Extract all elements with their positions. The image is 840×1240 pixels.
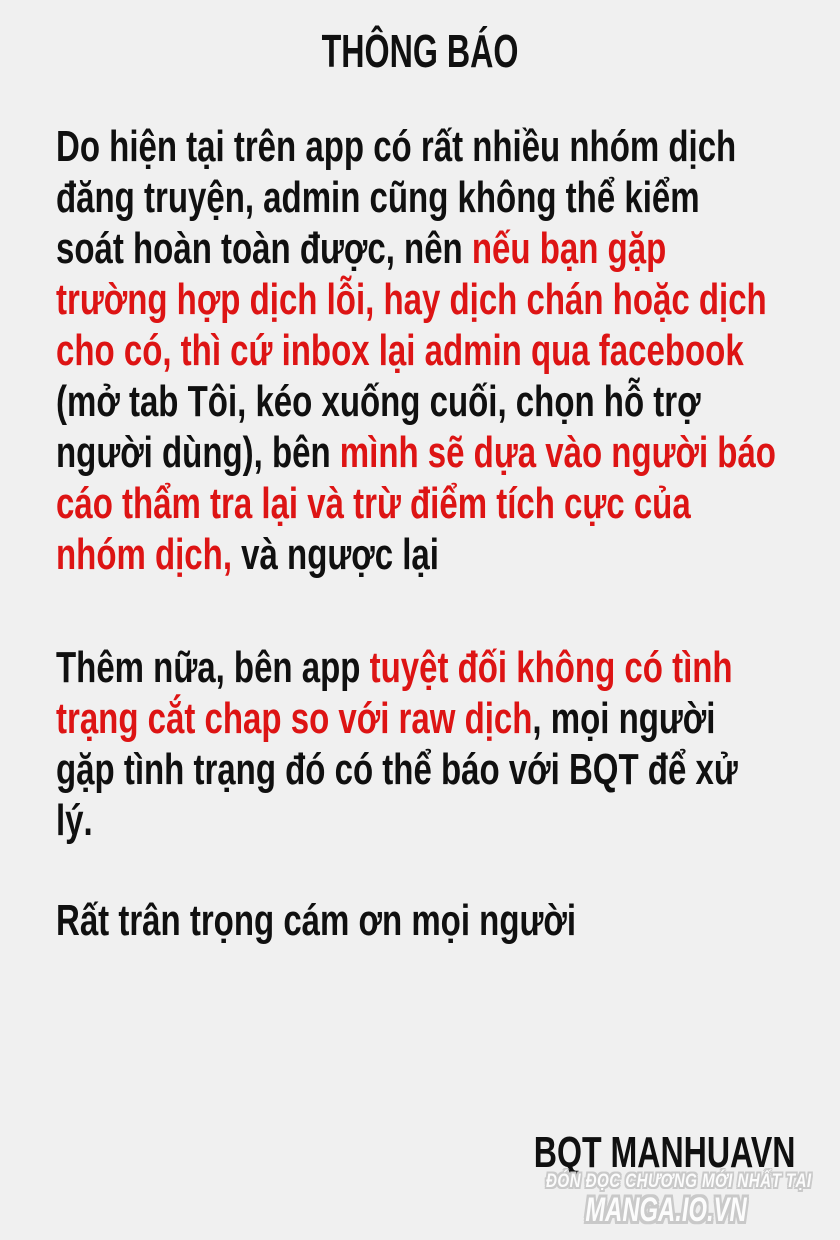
text-line [56,693,716,744]
paragraph-1 [56,121,816,580]
text-segment: Do hiện tại trên app có rất nhiều nhóm dịch [56,122,737,171]
page-title: THÔNG BÁO [321,25,519,77]
text-line [56,427,776,478]
text-segment: (mở tab Tôi, kéo xuống cuối, chọn hỗ trợ [56,377,701,426]
text-segment: gặp tình trạng đó có thể báo với BQT để xử [56,745,738,794]
text-segment: lý. [56,796,93,845]
text-line [56,325,744,376]
text-segment: , mọi người [532,694,716,743]
text-line [56,274,767,325]
text-line [56,744,738,795]
text-line [56,478,691,529]
text-line [56,642,733,693]
text-line [56,795,626,846]
red-emphasis-segment: trạng cắt chap so với raw dịch [56,694,533,743]
watermark-line-1: ĐÓN ĐỌC CHƯƠNG MỚI NHẤT TẠI [546,1171,812,1192]
text-line [56,376,701,427]
text-line [56,223,667,274]
notice-body [56,121,816,946]
paragraph-2 [56,642,816,846]
paragraph-3 [56,895,816,946]
red-emphasis-segment: cáo thẩm tra lại và trừ điểm tích cực của [56,479,691,528]
text-line [56,895,626,946]
text-line [56,529,626,580]
watermark-line-2: MANGA.IO.VN [585,1191,747,1229]
text-segment: Rất trân trọng cám ơn mọi người [56,896,577,945]
text-line [56,121,737,172]
text-segment: và ngược lại [231,530,439,579]
text-segment: soát hoàn toàn được, nên [56,224,472,273]
text-segment: đăng truyện, admin cũng không thể kiểm [56,173,700,222]
text-line [56,172,700,223]
red-emphasis-segment: trường hợp dịch lỗi, hay dịch chán hoặc dịch [56,275,767,324]
red-emphasis-segment: nhóm dịch, [56,530,232,579]
red-emphasis-segment: cho có, thì cứ inbox lại admin qua facebook [56,326,744,375]
text-segment: người dùng), bên [56,428,340,477]
red-emphasis-segment: mình sẽ dựa vào người báo [339,428,776,477]
watermark [516,1171,816,1227]
signature: BQT MANHUAVN [533,1128,795,1177]
text-segment: Thêm nữa, bên app [56,643,370,692]
red-emphasis-segment: nếu bạn gặp [471,224,667,273]
red-emphasis-segment: tuyệt đối không có tình [369,643,733,692]
